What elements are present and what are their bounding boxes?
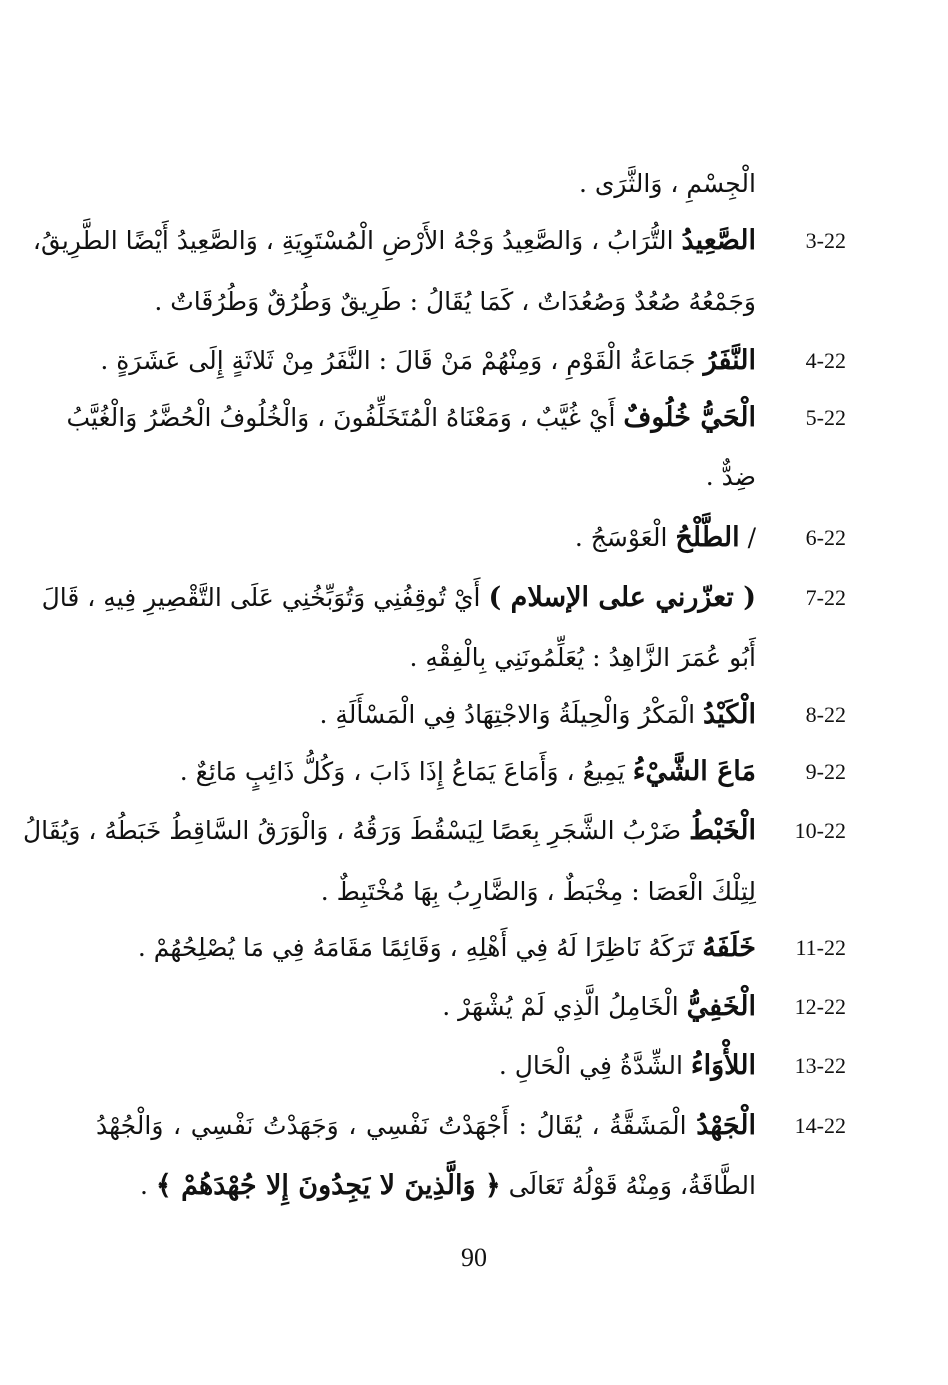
entry-number: 7-22 — [805, 585, 846, 610]
entry-line — [96, 695, 756, 735]
entry-headword: الْجَهْدُ — [696, 1110, 756, 1141]
entry-text: جَمَاعَةُ الْقَوْمِ ، وَمِنْهُمْ مَنْ قَالَ : النَّفَرُ مِنْ ثَلاثَةٍ إِلَى عَشَرَةٍ . — [100, 346, 696, 375]
entry-line — [32, 221, 756, 261]
entry-line — [96, 928, 756, 968]
entry-line — [96, 872, 756, 912]
entry-line — [96, 282, 756, 322]
entry-headword: ( تعزّرني على الإسلام ) — [488, 582, 756, 613]
entry-number: 13-22 — [794, 1053, 846, 1078]
entry-line — [22, 811, 756, 851]
entry-text-end: . — [139, 1171, 148, 1200]
entry-line — [96, 1166, 756, 1206]
entry-headword: الْكَيْدُ — [703, 699, 756, 730]
entry-headword: الْحَيُّ خُلُوفٌ — [623, 402, 756, 433]
entry-text: أَبُو عُمَرَ الزَّاهِدُ : يُعَلِّمُونَنِي بِالْفِقْهِ . — [409, 643, 756, 672]
entry-text: ضَرْبُ الشَّجَرِ بِعَصًا لِيَسْقُطَ وَرَقُهُ ، وَالْوَرَقُ السَّاقِطُ خَبَطُهُ ، وَيُقَالُ — [22, 816, 682, 845]
entry-headword: الْخَبْطُ — [689, 815, 756, 846]
entry-number: 6-22 — [805, 525, 846, 550]
entry-text: الْمَكْرُ وَالْحِيلَةُ وَالاجْتِهَادُ فِي الْمَسْأَلَةِ . — [319, 700, 696, 729]
entry-line — [96, 341, 756, 381]
entry-text: أَيْ غُيَّبٌ ، وَمَعْنَاهُ الْمُتَخَلِّفُونَ ، وَالْخُلُوفُ الْحُضَّرُ وَالْغُيَّبُ — [66, 403, 616, 432]
quran-quote: ﴿ وَالَّذِينَ لا يَجِدُونَ إِلا جُهْدَهُمْ ﴾ — [155, 1170, 501, 1201]
entry-line — [96, 638, 756, 678]
entry-mark: / — [747, 523, 756, 552]
entry-text: وَجَمْعُهُ صُعُدٌ وَصُعُدَاتٌ ، كَمَا يُقَالُ : طَرِيقٌ وَطُرُقٌ وَطُرُقَاتٌ . — [154, 287, 756, 316]
entry-line — [96, 1106, 756, 1146]
entry-number: 5-22 — [805, 405, 846, 430]
entry-number: 14-22 — [794, 1113, 846, 1138]
entry-text: ضِدٌّ . — [705, 462, 756, 491]
entry-headword: الطَّلْحُ — [675, 522, 740, 553]
entry-number: 11-22 — [795, 935, 846, 960]
entry-text: لِتِلْكَ الْعَصَا : مِخْبَطٌ ، وَالضَّارِبُ بِهَا مُخْتَبِطٌ . — [320, 877, 756, 906]
entry-text: الشِّدَّةُ فِي الْحَالِ . — [498, 1051, 683, 1080]
entry-text: تَرَكَهُ نَاظِرًا لَهُ فِي أَهْلِهِ ، وَقَائِمًا مَقَامَهُ فِي مَا يُصْلِحُهُمْ . — [137, 933, 695, 962]
entry-headword: النَّفَرُ — [703, 345, 756, 376]
entry-text: الْمَشَقَّةُ ، يُقَالُ : أَجْهَدْتُ نَفْسِي ، وَجَهَدْتُ نَفْسِي ، وَالْجُهْدُ — [96, 1111, 687, 1140]
entry-line — [66, 398, 756, 438]
entry-line — [41, 578, 756, 618]
entry-line — [96, 518, 756, 558]
entry-line — [96, 752, 756, 792]
entry-text: التُّرَابُ ، وَالصَّعِيدُ وَجْهُ الأَرْضِ الْمُسْتَوِيَةِ ، وَالصَّعِيدُ أَيْضًا الطَّرِيقُ، — [32, 226, 674, 255]
continuation-text: الْجِسْمِ ، وَالثَّرَى . — [578, 169, 756, 198]
entry-text: يَمِيعُ ، وَأَمَاعَ يَمَاعُ إِذَا ذَابَ ، وَكُلُّ ذَائِبٍ مَائِعٌ . — [179, 757, 625, 786]
entry-text: أَيْ تُوقِفُنِي وَتُوَبِّخُنِي عَلَى التَّقْصِيرِ فِيهِ ، قَالَ — [41, 583, 481, 612]
entry-text: الطَّاقَةُ، وَمِنْهُ قَوْلُهُ تَعَالَى — [508, 1171, 756, 1200]
entry-number: 12-22 — [794, 994, 846, 1019]
entry-headword: اللأْوَاءُ — [690, 1050, 756, 1081]
entry-line — [96, 1046, 756, 1086]
entry-headword: الصَّعِيدُ — [681, 225, 756, 256]
entry-number: 4-22 — [805, 348, 846, 373]
continuation-line — [96, 164, 756, 204]
entry-headword: مَاعَ الشَّيْءُ — [632, 756, 756, 787]
entry-line — [96, 987, 756, 1027]
entry-text: الْخَامِلُ الَّذِي لَمْ يُشْهَرْ . — [442, 992, 679, 1021]
entry-number: 3-22 — [805, 228, 846, 253]
entry-number: 9-22 — [805, 759, 846, 784]
entry-text: الْعَوْسَجُ . — [574, 523, 668, 552]
entry-headword: خَلَفَهُ — [702, 932, 756, 963]
entry-line — [96, 457, 756, 497]
page-number: 90 — [461, 1243, 487, 1272]
entry-headword: الْخَفِيُّ — [686, 991, 756, 1022]
entry-number: 10-22 — [794, 818, 846, 843]
entry-number: 8-22 — [805, 702, 846, 727]
